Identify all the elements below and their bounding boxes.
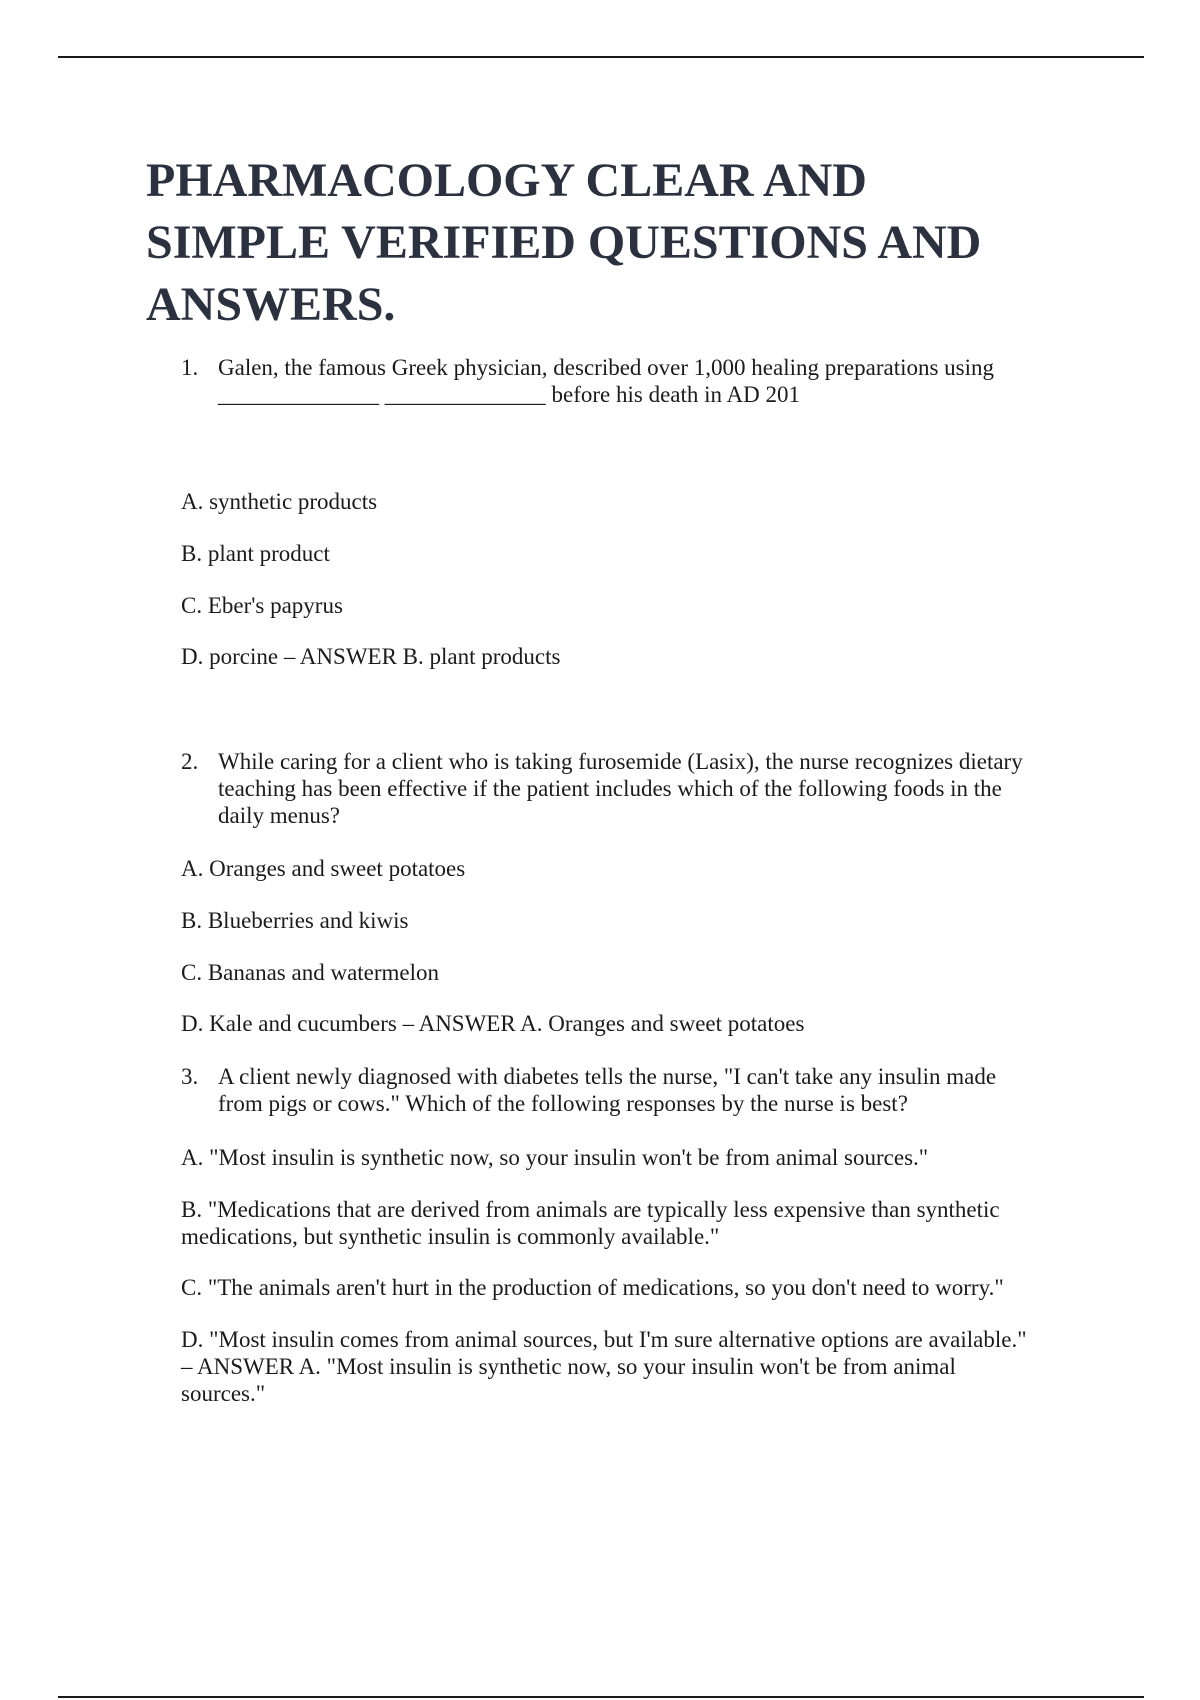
question-1 bbox=[181, 354, 1081, 408]
answer-option: D. Kale and cucumbers – ANSWER A. Oranges and sweet potatoes bbox=[181, 1011, 805, 1036]
question-text bbox=[218, 354, 1081, 408]
question-text-line: daily menus? bbox=[218, 803, 340, 828]
question-number: 2. bbox=[181, 749, 199, 774]
answer-option: C. Bananas and watermelon bbox=[181, 960, 440, 985]
question-text bbox=[218, 1063, 1081, 1117]
answer-option: B. plant product bbox=[181, 541, 330, 566]
answer-option: A. synthetic products bbox=[181, 489, 378, 514]
question-number: 1. bbox=[181, 355, 199, 380]
title-line-1: PHARMACOLOGY CLEAR AND bbox=[146, 154, 867, 207]
answer-option bbox=[181, 1326, 1081, 1407]
answer-option: B. Blueberries and kiwis bbox=[181, 908, 409, 933]
answer-option bbox=[181, 1196, 1081, 1250]
answer-option: D. porcine – ANSWER B. plant products bbox=[181, 644, 561, 669]
title-line-3: ANSWERS. bbox=[146, 278, 396, 331]
answer-option: C. "The animals aren't hurt in the production of medications, so you don't need to worry." bbox=[181, 1275, 1004, 1300]
question-text-line: teaching has been effective if the patient includes which of the following foods in the bbox=[218, 776, 1002, 801]
question-text bbox=[218, 748, 1081, 829]
question-2 bbox=[181, 748, 1081, 829]
answer-option-line: medications, but synthetic insulin is commonly available." bbox=[181, 1224, 720, 1249]
question-text-line: A client newly diagnosed with diabetes tells the nurse, "I can't take any insulin made bbox=[218, 1064, 997, 1089]
answer-option: A. Oranges and sweet potatoes bbox=[181, 856, 466, 881]
question-3 bbox=[181, 1063, 1081, 1117]
answer-option-line: D. "Most insulin comes from animal sources, but I'm sure alternative options are available." bbox=[181, 1327, 1027, 1352]
answer-option-line: B. "Medications that are derived from animals are typically less expensive than synthetic bbox=[181, 1197, 1000, 1222]
bottom-rule bbox=[58, 1696, 1144, 1698]
answer-option-line: – ANSWER A. "Most insulin is synthetic now, so your insulin won't be from animal bbox=[181, 1354, 956, 1379]
question-number: 3. bbox=[181, 1064, 199, 1089]
answer-option: C. Eber's papyrus bbox=[181, 593, 343, 618]
question-text-line: ______________ ______________ before his death in AD 201 bbox=[218, 382, 800, 407]
question-text-line: from pigs or cows." Which of the following responses by the nurse is best? bbox=[218, 1091, 908, 1116]
question-text-line: While caring for a client who is taking furosemide (Lasix), the nurse recognizes dietary bbox=[218, 749, 1023, 774]
top-rule bbox=[58, 56, 1144, 58]
question-text-line: Galen, the famous Greek physician, described over 1,000 healing preparations using bbox=[218, 355, 995, 380]
title-line-2: SIMPLE VERIFIED QUESTIONS AND bbox=[146, 216, 982, 269]
document-title bbox=[146, 150, 1046, 336]
answer-option-line: sources." bbox=[181, 1381, 266, 1406]
answer-option: A. "Most insulin is synthetic now, so your insulin won't be from animal sources." bbox=[181, 1145, 929, 1170]
